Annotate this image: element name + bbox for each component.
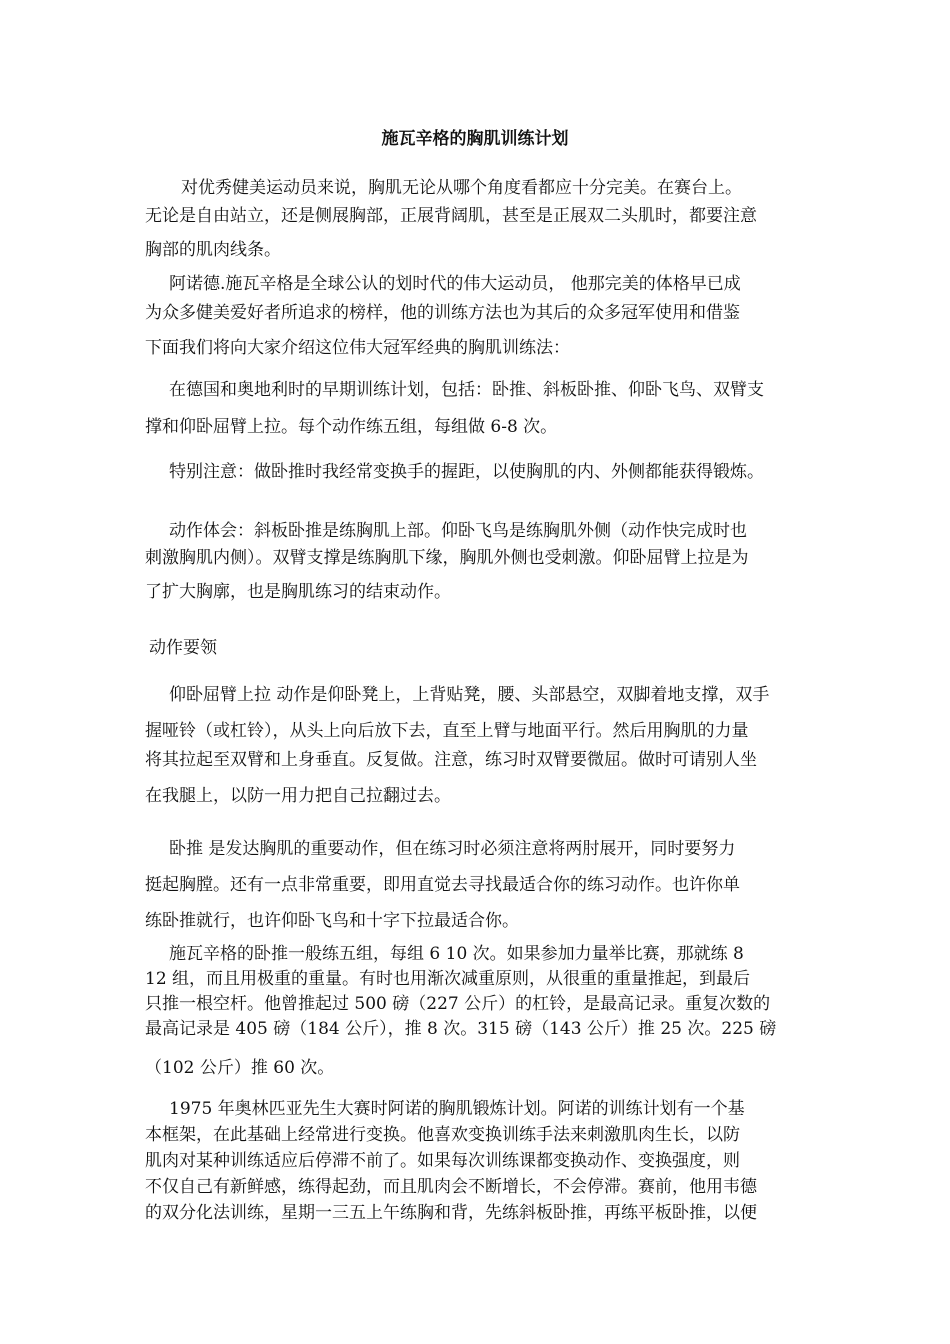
paragraph-line: 肌肉对某种训练适应后停滞不前了。如果每次训练课都变换动作、变换强度，则 [145,1151,740,1171]
paragraph-line: 12 组，而且用极重的重量。有时也用渐次减重原则，从很重的重量推起，到最后 [145,969,751,989]
paragraph-line: 撑和仰卧屈臂上拉。每个动作练五组，每组做 6-8 次。 [145,417,558,437]
paragraph-line: （102 公斤）推 60 次。 [145,1058,335,1078]
paragraph-line: 对优秀健美运动员来说，胸肌无论从哪个角度看都应十分完美。在赛台上。 [181,178,742,198]
paragraph-line: 不仅自己有新鲜感，练得起劲，而且肌肉会不断增长，不会停滞。赛前，他用韦德 [145,1177,757,1197]
paragraph-line: 在我腿上，以防一用力把自己拉翻过去。 [145,786,451,806]
paragraph-early-plan [145,372,809,446]
paragraph-line: 无论是自由站立，还是侧展胸部，正展背阔肌，甚至是正展双二头肌时，都要注意 [145,206,757,226]
paragraph-line: 最高记录是 405 磅（184 公斤），推 8 次。315 磅（143 公斤）推 25 次。225 磅 [145,1019,777,1039]
paragraph-line: 将其拉起至双臂和上身垂直。反复做。注意，练习时双臂要微屈。做时可请别人坐 [145,750,757,770]
paragraph-line: 挺起胸膛。还有一点非常重要，即用直觉去寻找最适合你的练习动作。也许你单 [145,875,740,895]
paragraph-1975-plan [145,1096,809,1226]
paragraph-line: 只推一根空杆。他曾推起过 500 磅（227 公斤）的杠铃，是最高记录。重复次数的 [145,994,771,1014]
paragraph-arnold [145,270,809,363]
paragraph-special-note [145,459,809,486]
paragraph-line: 仰卧屈臂上拉 动作是仰卧凳上，上背贴凳，腰、头部悬空，双脚着地支撑，双手 [169,685,770,705]
paragraph-line: 下面我们将向大家介绍这位伟大冠军经典的胸肌训练法： [145,338,570,358]
paragraph-line: 刺激胸肌内侧）。双臂支撑是练胸肌下缘，胸肌外侧也受刺激。仰卧屈臂上拉是为 [145,548,749,568]
paragraph-line: 了扩大胸廓，也是胸肌练习的结束动作。 [145,582,451,602]
paragraph-line: 动作体会：斜板卧推是练胸肌上部。仰卧飞鸟是练胸肌外侧（动作快完成时也 [169,521,747,541]
paragraph-line: 胸部的肌肉线条。 [145,240,281,260]
paragraph-line: 施瓦辛格的卧推一般练五组，每组 6 10 次。如果参加力量举比赛，那就练 8 [169,944,744,964]
paragraph-line: 卧推 是发达胸肌的重要动作，但在练习时必须注意将两肘展开，同时要努力 [169,839,736,859]
paragraph-bench-press [145,831,809,939]
paragraph-intro [145,174,809,264]
document-title: 施瓦辛格的胸肌训练计划 [381,129,569,149]
paragraph-line: 为众多健美爱好者所追求的榜样，他的训练方法也为其后的众多冠军使用和借鉴 [145,303,740,323]
paragraph-experience [145,518,809,606]
paragraph-line: 本框架，在此基础上经常进行变换。他喜欢变换训练手法来刺激肌肉生长，以防 [145,1125,740,1145]
paragraph-pullover [145,681,809,811]
paragraph-line: 在德国和奥地利时的早期训练计划，包括：卧推、斜板卧推、仰卧飞鸟、双臂支 [169,380,764,400]
paragraph-bench-records [145,942,809,1081]
paragraph-line: 的双分化法训练，星期一三五上午练胸和背，先练斜板卧推，再练平板卧推，以便 [145,1203,757,1223]
paragraph-line: 阿诺德.施瓦辛格是全球公认的划时代的伟大运动员， 他那完美的体格早已成 [169,274,741,294]
paragraph-line: 握哑铃（或杠铃），从头上向后放下去，直至上臂与地面平行。然后用胸肌的力量 [145,721,749,741]
section-heading: 动作要领 [149,638,217,658]
paragraph-line: 练卧推就行，也许仰卧飞鸟和十字下拉最适合你。 [145,911,519,931]
paragraph-line: 1975 年奥林匹亚先生大赛时阿诺的胸肌锻炼计划。阿诺的训练计划有一个基 [169,1099,745,1119]
paragraph-line: 特别注意：做卧推时我经常变换手的握距，以使胸肌的内、外侧都能获得锻炼。 [169,462,764,482]
